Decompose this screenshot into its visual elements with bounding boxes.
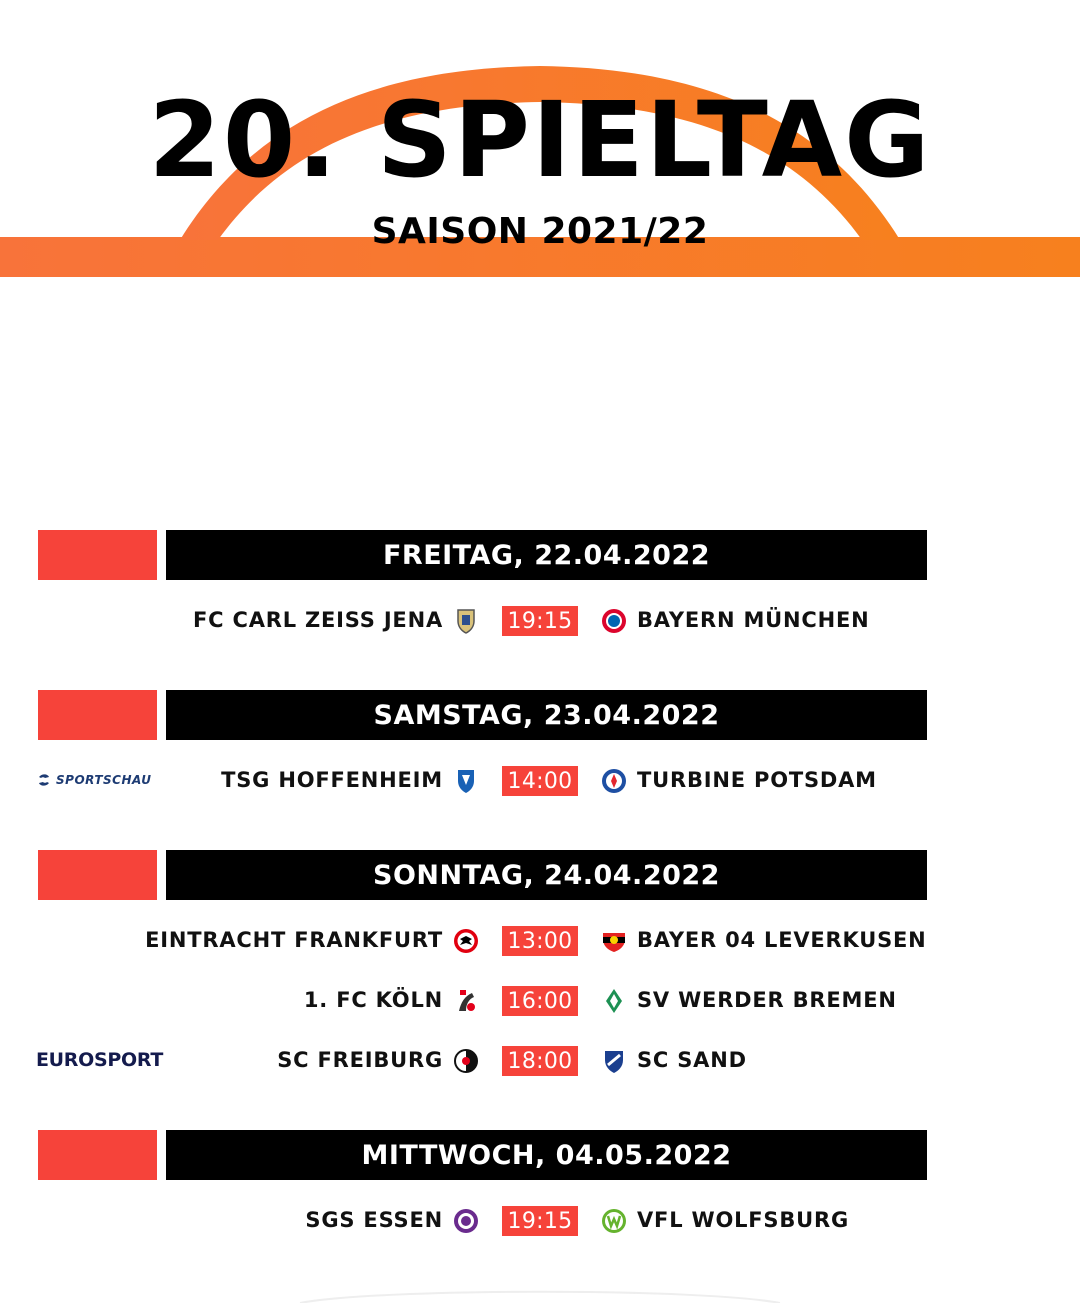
day-label: MITTWOCH, 04.05.2022	[166, 1130, 927, 1180]
bottom-divider-curve	[0, 1270, 1080, 1303]
day-header-sunday	[0, 850, 1080, 900]
home-team: FC CARL ZEISS JENA	[193, 608, 443, 632]
match-row	[0, 980, 1080, 1020]
day-label: FREITAG, 22.04.2022	[166, 530, 927, 580]
match-row	[0, 1200, 1080, 1240]
fc-koln-crest-icon	[452, 987, 480, 1015]
kickoff-time: 16:00	[502, 986, 578, 1016]
kickoff-time: 14:00	[502, 766, 578, 796]
home-team: SGS ESSEN	[305, 1208, 443, 1232]
day-header-wednesday	[0, 1130, 1080, 1180]
broadcaster-name: EUROSPORT	[36, 1049, 163, 1071]
sportschau-swirl-icon	[36, 772, 52, 788]
day-accent-block	[38, 690, 157, 740]
away-team: TURBINE POTSDAM	[637, 768, 877, 792]
werder-bremen-crest-icon	[600, 987, 628, 1015]
match-row	[0, 920, 1080, 960]
away-team: BAYERN MÜNCHEN	[637, 608, 870, 632]
eurosport-logo	[36, 1040, 163, 1080]
kickoff-time: 19:15	[502, 606, 578, 636]
eintracht-frankfurt-crest-icon	[452, 927, 480, 955]
away-team: VFL WOLFSBURG	[637, 1208, 850, 1232]
broadcaster-name: SPORTSCHAU	[56, 773, 152, 787]
day-header-saturday	[0, 690, 1080, 740]
match-row	[0, 1040, 1080, 1080]
vfl-wolfsburg-crest-icon	[600, 1207, 628, 1235]
page-title: 20. SPIELTAG	[148, 79, 932, 201]
away-team: SV WERDER BREMEN	[637, 988, 897, 1012]
home-team: EINTRACHT FRANKFURT	[145, 928, 443, 952]
day-header-friday	[0, 530, 1080, 580]
carl-zeiss-jena-crest-icon	[452, 607, 480, 635]
sc-sand-crest-icon	[600, 1047, 628, 1075]
sgs-essen-crest-icon	[452, 1207, 480, 1235]
day-accent-block	[38, 1130, 157, 1180]
day-label: SAMSTAG, 23.04.2022	[166, 690, 927, 740]
match-row	[0, 760, 1080, 800]
match-row	[0, 600, 1080, 640]
header	[0, 0, 1080, 300]
season-subtitle: SAISON 2021/22	[371, 211, 709, 252]
kickoff-time: 18:00	[502, 1046, 578, 1076]
away-team: BAYER 04 LEVERKUSEN	[637, 928, 927, 952]
bayern-munchen-crest-icon	[600, 607, 628, 635]
day-accent-block	[38, 850, 157, 900]
home-team: 1. FC KÖLN	[303, 988, 443, 1012]
sportschau-logo	[36, 760, 152, 800]
kickoff-time: 19:15	[502, 1206, 578, 1236]
home-team: TSG HOFFENHEIM	[221, 768, 443, 792]
bayer-leverkusen-crest-icon	[600, 927, 628, 955]
hoffenheim-crest-icon	[452, 767, 480, 795]
turbine-potsdam-crest-icon	[600, 767, 628, 795]
sc-freiburg-crest-icon	[452, 1047, 480, 1075]
home-team: SC FREIBURG	[277, 1048, 443, 1072]
kickoff-time: 13:00	[502, 926, 578, 956]
day-label: SONNTAG, 24.04.2022	[166, 850, 927, 900]
away-team: SC SAND	[637, 1048, 747, 1072]
day-accent-block	[38, 530, 157, 580]
